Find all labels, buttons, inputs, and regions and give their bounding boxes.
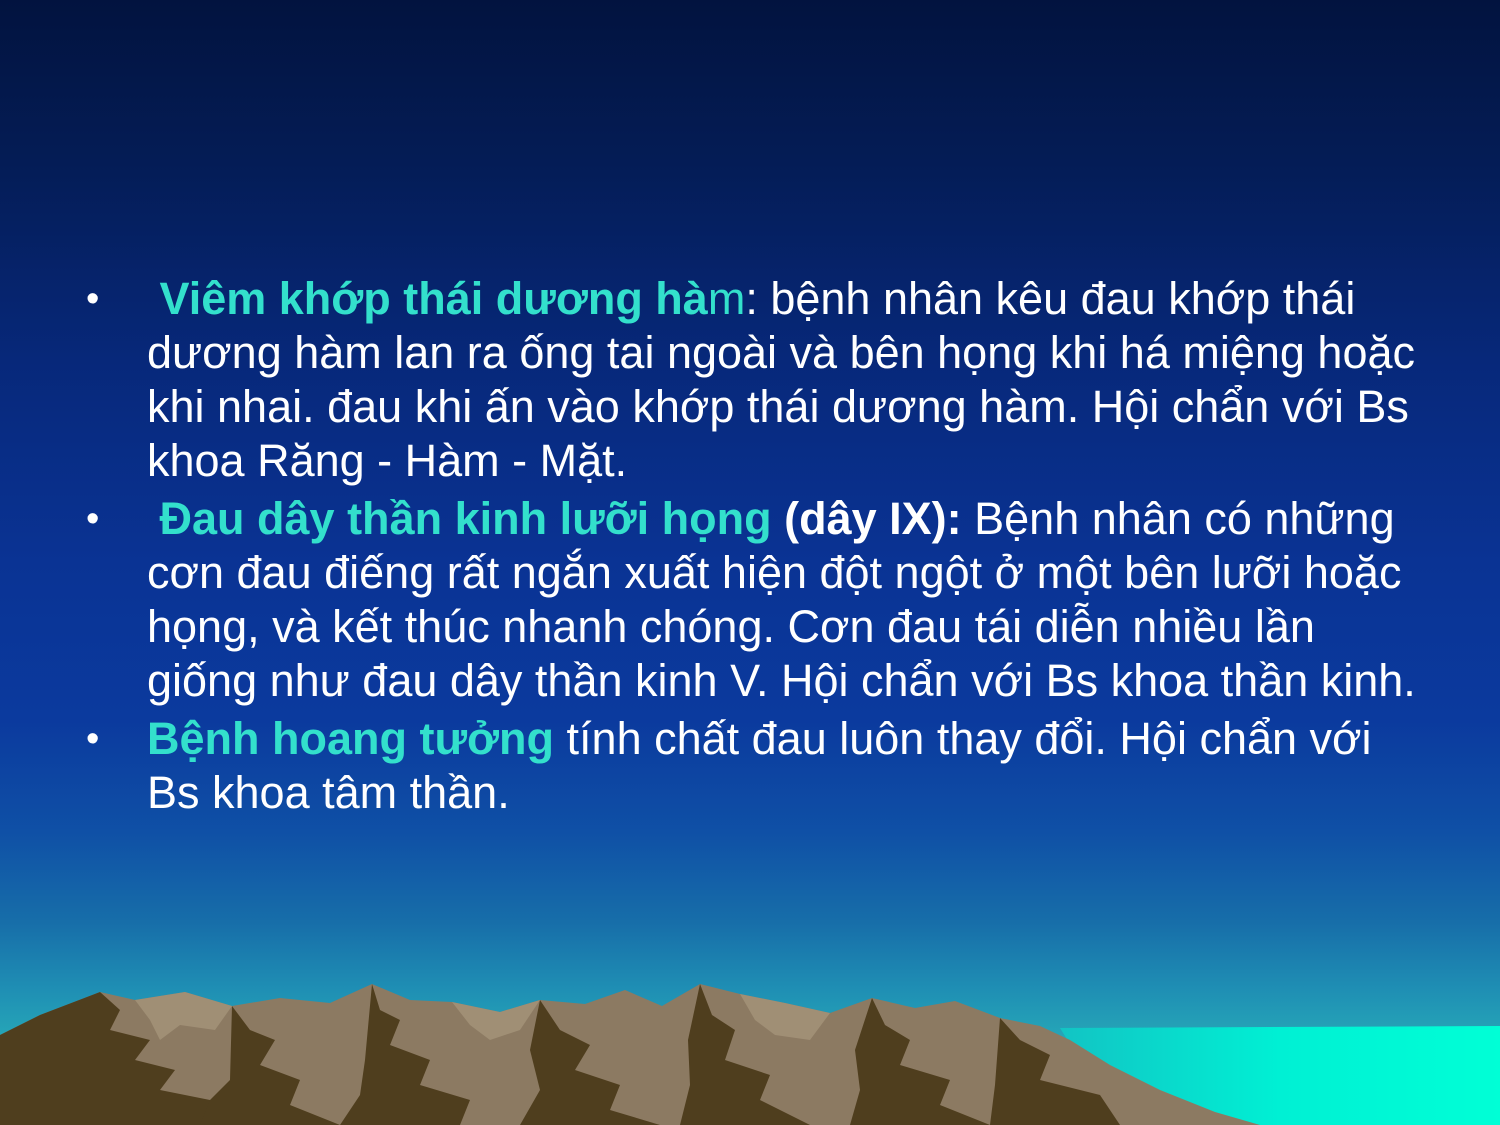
bullet-dot: • — [86, 718, 100, 760]
bold-note: (dây IX): — [771, 493, 962, 544]
highlight-tail: m — [707, 273, 746, 324]
bullet-item-delusion — [86, 712, 1426, 820]
bullet-item-tmj — [86, 272, 1426, 488]
bullet-text: : bệnh nhân kêu đau khớp thái dương hàm lan ra ống tai ngoài và bên họng khi há miệng hoặc khi nhai. đau khi ấn vào khớp thái dương hàm. Hội chẩn với Bs khoa Răng - Hàm - Mặt. — [147, 273, 1415, 486]
bullet-text: tính chất đau luôn thay đổi. Hội chẩn với Bs khoa tâm thần. — [147, 713, 1372, 818]
highlight-term: Viêm khớp thái dương hà — [159, 273, 708, 324]
bullet-list — [86, 272, 1426, 820]
bullet-dot: • — [86, 498, 100, 540]
bullet-item-glossopharyngeal — [86, 492, 1426, 708]
highlight-term: Đau dây thần kinh lưỡi họng — [159, 493, 772, 544]
bullet-text: Bệnh nhân có những cơn đau điếng rất ngắn xuất hiện đột ngột ở một bên lưỡi hoặc họng, và kết thúc nhanh chóng. Cơn đau tái diễn nhiều lần giống như đau dây thần kinh V. Hội chẩn với Bs khoa thần kinh. — [147, 493, 1416, 706]
bullet-dot: • — [86, 278, 100, 320]
highlight-term: Bệnh hoang tưởng — [147, 713, 555, 764]
